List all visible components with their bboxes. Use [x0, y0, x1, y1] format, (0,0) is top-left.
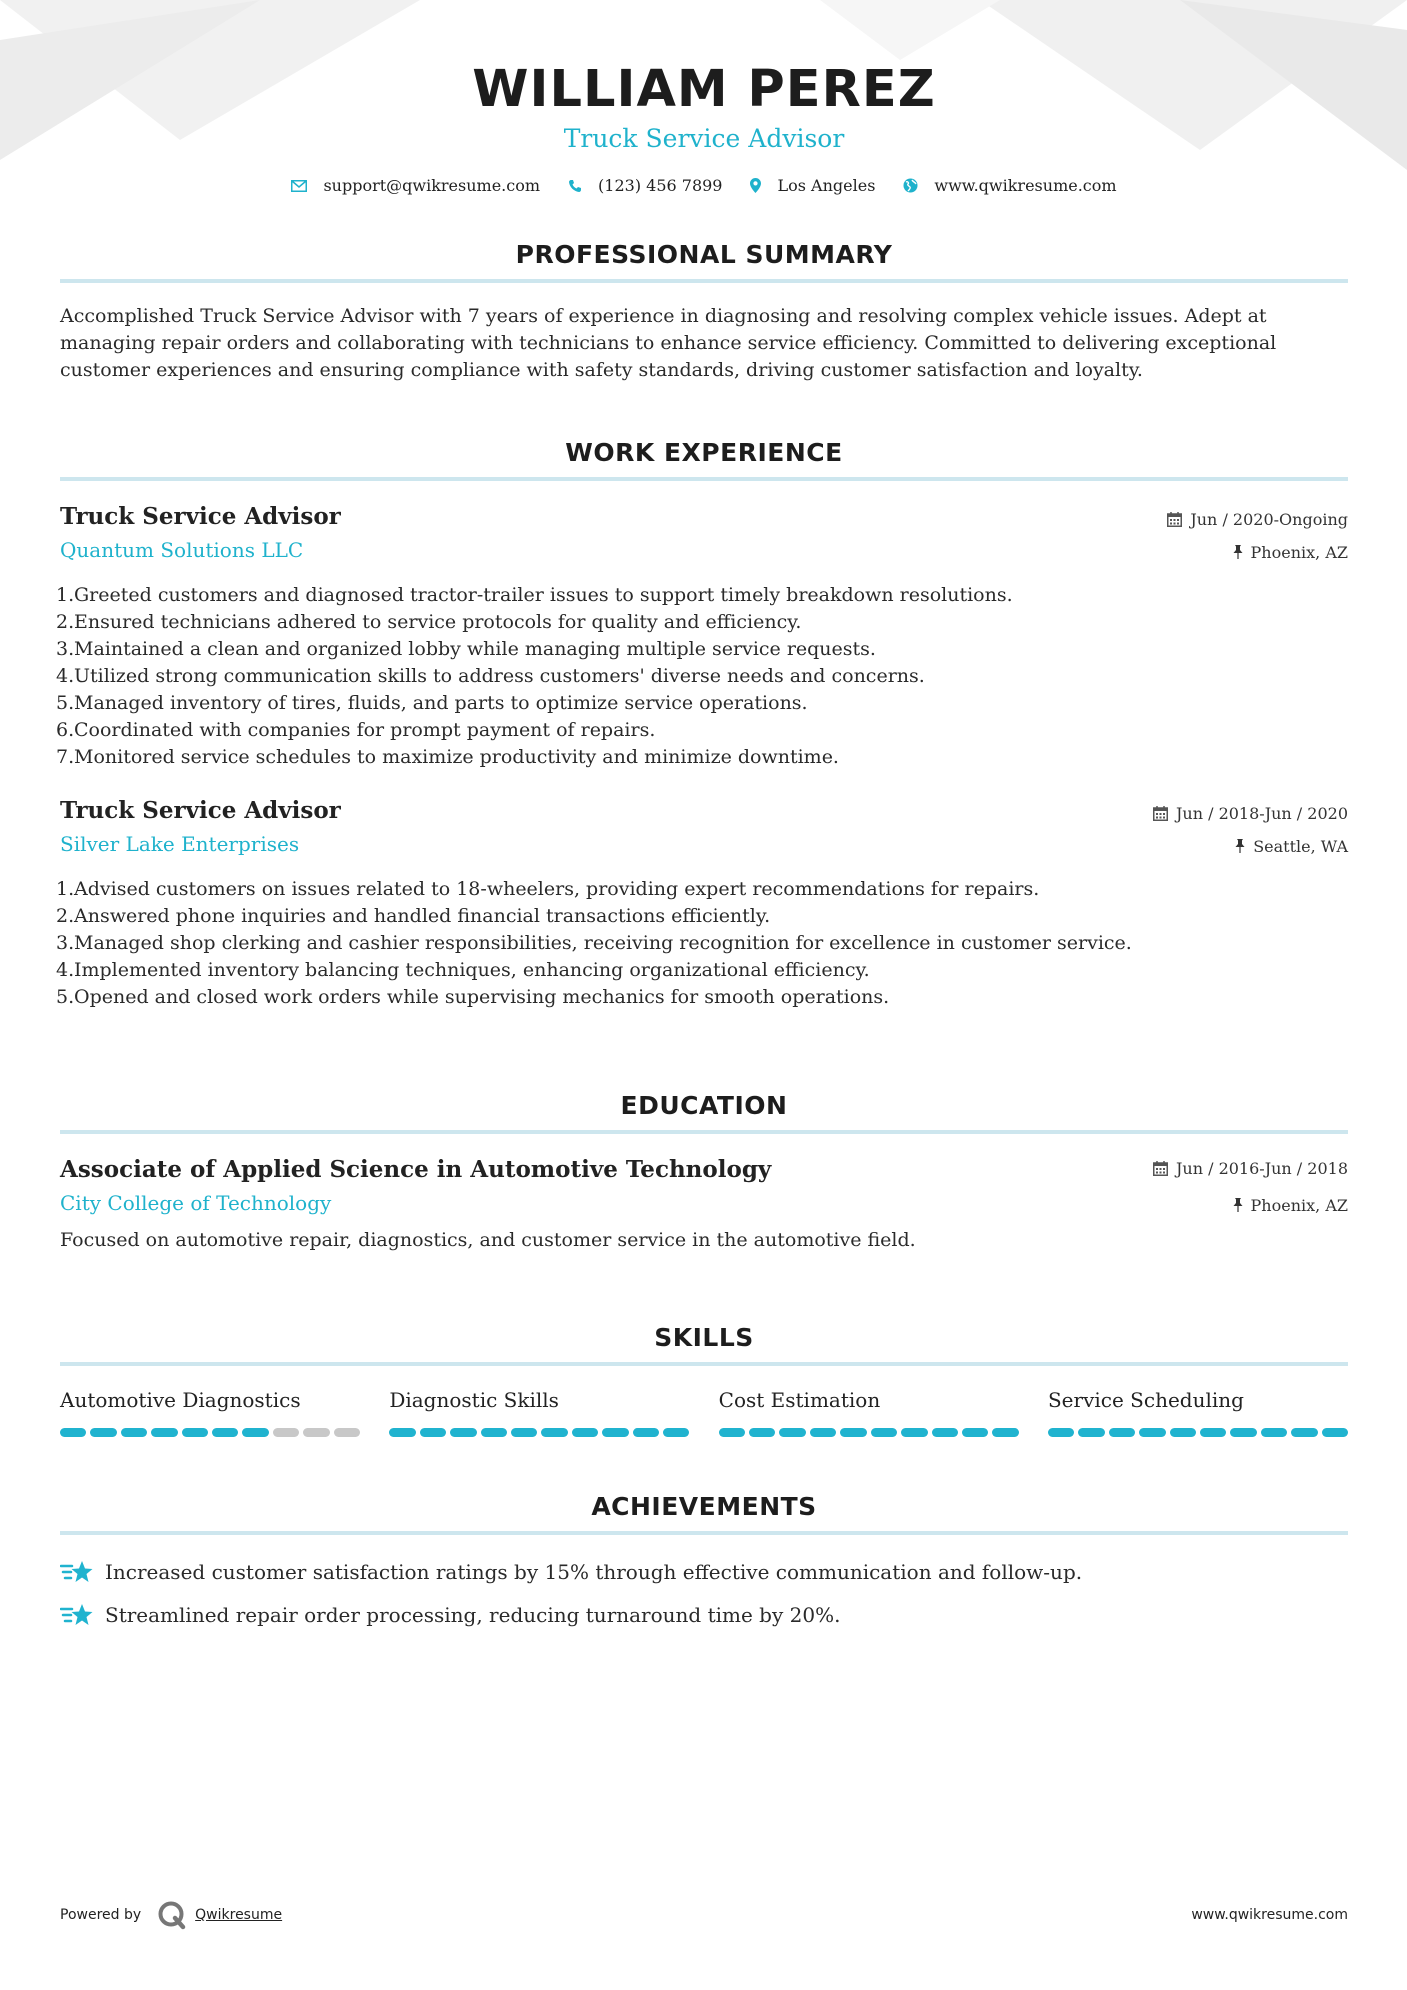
list-item: 4. Utilized strong communication skills to address customers' diverse needs and concerns. — [56, 665, 925, 687]
education-dates — [1153, 1158, 1348, 1178]
skill-segment-filled — [511, 1428, 537, 1437]
list-item: 3. Maintained a clean and organized lobby while managing multiple service requests. — [56, 638, 876, 660]
shooting-star-icon — [60, 1602, 93, 1628]
skill-segment-empty — [334, 1428, 360, 1437]
phone-icon — [568, 179, 582, 193]
experience-heading: WORK EXPERIENCE — [565, 438, 843, 467]
experience-section — [56, 438, 1348, 1011]
skill-segment-filled — [1291, 1428, 1317, 1437]
pushpin-icon — [1233, 1198, 1243, 1212]
education-location-text: Phoenix, AZ — [1250, 1195, 1348, 1215]
skill-item — [1048, 1388, 1348, 1437]
summary-heading: PROFESSIONAL SUMMARY — [515, 240, 893, 269]
skill-segment-filled — [633, 1428, 659, 1437]
skill-segment-filled — [1170, 1428, 1196, 1437]
list-item: 5. Managed inventory of tires, fluids, and parts to optimize service operations. — [56, 692, 808, 714]
job-entry — [56, 503, 1348, 771]
skill-segment-empty — [273, 1428, 299, 1437]
skill-segment-filled — [60, 1428, 86, 1437]
skill-segment-filled — [779, 1428, 805, 1437]
list-item: 2. Ensured technicians adhered to service protocols for quality and efficiency. — [56, 611, 802, 633]
skill-segment-filled — [572, 1428, 598, 1437]
job-dates-text: Jun / 2018-Jun / 2020 — [1175, 803, 1348, 823]
education-dates-text: Jun / 2016-Jun / 2018 — [1175, 1158, 1348, 1178]
contact-row — [60, 176, 1348, 195]
achievement-item — [60, 1557, 1348, 1587]
skill-name: Automotive Diagnostics — [60, 1388, 301, 1412]
skills-divider — [60, 1362, 1348, 1366]
skill-segment-filled — [663, 1428, 689, 1437]
calendar-icon — [1153, 806, 1168, 821]
skill-segment-filled — [182, 1428, 208, 1437]
education-description: Focused on automotive repair, diagnostics, and customer service in the automotive field. — [60, 1229, 916, 1251]
contact-location — [750, 176, 875, 195]
pushpin-icon — [1235, 839, 1245, 853]
job-entry — [56, 797, 1348, 1011]
candidate-title: Truck Service Advisor — [563, 124, 845, 153]
job-location-text: Phoenix, AZ — [1250, 542, 1348, 562]
summary-section — [60, 240, 1348, 384]
resume-page — [56, 0, 1348, 1990]
resume-header — [60, 0, 1348, 195]
skill-segment-filled — [1200, 1428, 1226, 1437]
calendar-icon — [1167, 512, 1182, 527]
skill-level-bar — [389, 1428, 689, 1437]
skill-segment-filled — [420, 1428, 446, 1437]
skill-level-bar — [1048, 1428, 1348, 1437]
website-text: www.qwikresume.com — [934, 176, 1117, 195]
brand-link[interactable]: Qwikresume — [195, 1907, 283, 1923]
list-item: 4. Implemented inventory balancing techniques, enhancing organizational efficiency. — [56, 959, 870, 981]
skill-segment-filled — [242, 1428, 268, 1437]
skill-segment-filled — [602, 1428, 628, 1437]
contact-email[interactable] — [291, 176, 540, 195]
skill-segment-empty — [303, 1428, 329, 1437]
contact-website[interactable] — [903, 176, 1116, 195]
skill-segment-filled — [749, 1428, 775, 1437]
job-location — [1167, 542, 1348, 562]
degree-title: Associate of Applied Science in Automotive Technology — [60, 1156, 772, 1183]
skill-segment-filled — [1322, 1428, 1348, 1437]
email-text: support@qwikresume.com — [323, 176, 541, 195]
skill-segment-filled — [1139, 1428, 1165, 1437]
skill-segment-filled — [212, 1428, 238, 1437]
job-company: Silver Lake Enterprises — [60, 832, 300, 856]
skill-segment-filled — [90, 1428, 116, 1437]
job-dates — [1167, 509, 1348, 529]
calendar-icon — [1153, 1161, 1168, 1176]
skill-segment-filled — [1261, 1428, 1287, 1437]
achievements-divider — [60, 1531, 1348, 1535]
education-divider — [60, 1130, 1348, 1134]
skill-name: Service Scheduling — [1047, 1388, 1244, 1412]
list-item: 3. Managed shop clerking and cashier responsibilities, receiving recognition for excellence in customer service. — [56, 932, 1132, 954]
skill-segment-filled — [1230, 1428, 1256, 1437]
envelope-icon — [291, 180, 307, 192]
skill-segment-filled — [1109, 1428, 1135, 1437]
skill-segment-filled — [450, 1428, 476, 1437]
skill-name: Diagnostic Skills — [389, 1388, 559, 1412]
job-location-text: Seattle, WA — [1253, 836, 1348, 856]
job-dates-text: Jun / 2020-Ongoing — [1190, 509, 1348, 529]
job-bullets — [56, 582, 1348, 771]
education-heading: EDUCATION — [620, 1091, 788, 1120]
skill-segment-filled — [1078, 1428, 1104, 1437]
skill-segment-filled — [719, 1428, 745, 1437]
page-footer — [60, 1900, 1348, 1930]
skill-item — [389, 1388, 689, 1437]
education-section — [60, 1091, 1348, 1254]
skill-segment-filled — [962, 1428, 988, 1437]
job-location — [1153, 836, 1348, 856]
summary-text: Accomplished Truck Service Advisor with 7 years of experience in diagnosing and resolving complex vehicle issues. Adept at managing repair orders and collaborating with technicians to enhance service efficiency. Committed to delivering exceptional customer experiences and ensuring compliance with safety standards, driving customer satisfaction and loyalty. — [60, 305, 1277, 381]
footer-branding — [60, 1900, 282, 1930]
skill-segment-filled — [121, 1428, 147, 1437]
candidate-name: WILLIAM PEREZ — [472, 60, 936, 119]
skill-segment-filled — [901, 1428, 927, 1437]
experience-divider — [60, 477, 1348, 481]
map-pin-icon — [750, 178, 761, 193]
job-meta — [1167, 509, 1348, 562]
list-item: 2. Answered phone inquiries and handled financial transactions efficiently. — [56, 905, 771, 927]
skill-segment-filled — [389, 1428, 415, 1437]
education-entry — [60, 1156, 1348, 1254]
achievement-text: Increased customer satisfaction ratings by 15% through effective communication and follow-up. — [105, 1560, 1083, 1584]
achievements-list — [60, 1557, 1348, 1630]
school-name: City College of Technology — [60, 1191, 332, 1215]
achievement-text: Streamlined repair order processing, reducing turnaround time by 20%. — [105, 1603, 841, 1627]
education-meta — [1153, 1158, 1348, 1215]
job-company: Quantum Solutions LLC — [60, 538, 304, 562]
phone-text: (123) 456 7899 — [598, 176, 723, 195]
skill-level-bar — [60, 1428, 360, 1437]
skill-segment-filled — [840, 1428, 866, 1437]
skill-segment-filled — [992, 1428, 1018, 1437]
skills-section — [60, 1323, 1348, 1437]
location-text: Los Angeles — [777, 176, 876, 195]
achievements-heading: ACHIEVEMENTS — [591, 1492, 817, 1521]
list-item: 1. Greeted customers and diagnosed tractor-trailer issues to support timely breakdown resolutions. — [56, 584, 1013, 606]
skill-item — [719, 1388, 1019, 1437]
skill-segment-filled — [151, 1428, 177, 1437]
job-title: Truck Service Advisor — [60, 797, 341, 824]
skill-segment-filled — [810, 1428, 836, 1437]
list-item: 1. Advised customers on issues related to 18-wheelers, providing expert recommendations for repairs. — [56, 878, 1040, 900]
skill-segment-filled — [932, 1428, 958, 1437]
footer-website[interactable]: www.qwikresume.com — [1191, 1907, 1348, 1923]
skills-heading: SKILLS — [654, 1323, 754, 1352]
job-title: Truck Service Advisor — [60, 503, 341, 530]
skill-level-bar — [719, 1428, 1019, 1437]
pushpin-icon — [1233, 545, 1243, 559]
job-bullets — [56, 876, 1348, 1011]
job-meta — [1153, 803, 1348, 856]
list-item: 6. Coordinated with companies for prompt payment of repairs. — [56, 719, 656, 741]
job-dates — [1153, 803, 1348, 823]
skill-segment-filled — [541, 1428, 567, 1437]
skill-name: Cost Estimation — [718, 1388, 881, 1412]
skill-segment-filled — [871, 1428, 897, 1437]
skill-segment-filled — [481, 1428, 507, 1437]
powered-by-label: Powered by — [60, 1907, 142, 1923]
qwikresume-logo-icon — [157, 1900, 187, 1930]
globe-icon — [903, 178, 918, 193]
list-item: 7. Monitored service schedules to maximize productivity and minimize downtime. — [56, 746, 839, 768]
skill-segment-filled — [1048, 1428, 1074, 1437]
shooting-star-icon — [60, 1559, 93, 1585]
achievements-section — [60, 1492, 1348, 1630]
summary-divider — [60, 279, 1348, 283]
contact-phone[interactable] — [568, 176, 722, 195]
list-item: 5. Opened and closed work orders while supervising mechanics for smooth operations. — [56, 986, 890, 1008]
education-location — [1153, 1195, 1348, 1215]
skill-item — [60, 1388, 360, 1437]
achievement-item — [60, 1600, 1348, 1630]
skills-grid — [60, 1388, 1348, 1437]
